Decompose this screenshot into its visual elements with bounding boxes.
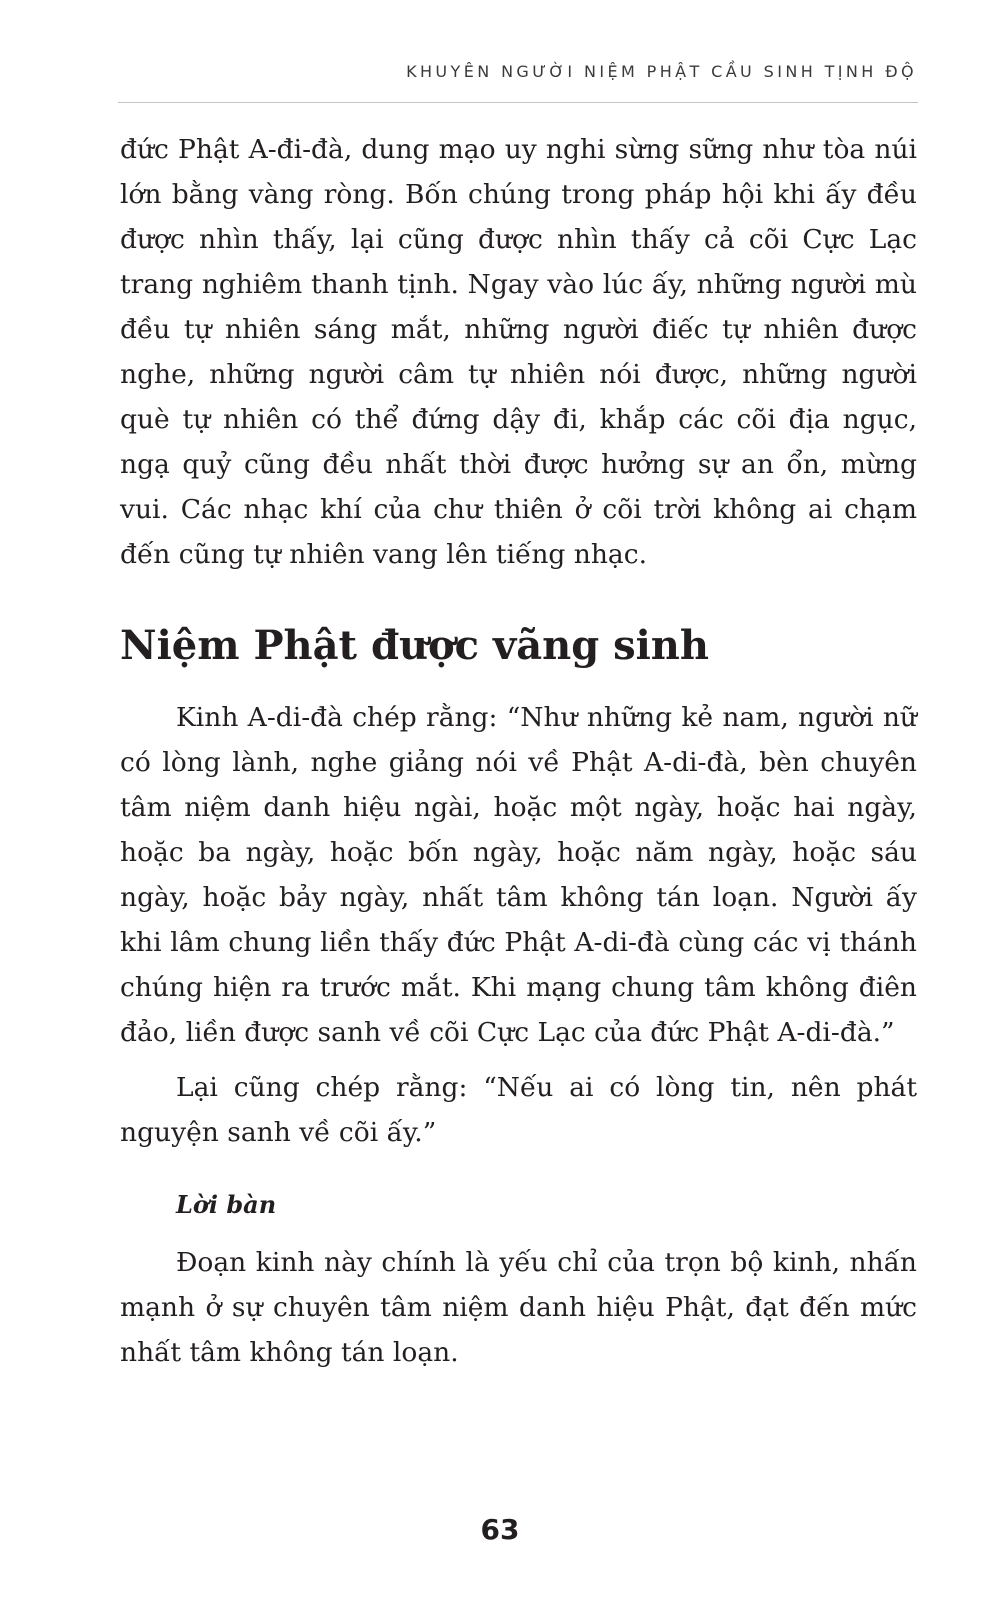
body-paragraph: Đoạn kinh này chính là yếu chỉ của trọn bộ kinh, nhấn mạnh ở sự chuyên tâm niệm danh hiệu Phật, đạt đến mức nhất tâm không tán loạn. xyxy=(120,1247,917,1368)
header-divider xyxy=(118,102,918,103)
section-heading: Niệm Phật được vãng sinh xyxy=(120,622,709,669)
page-content xyxy=(120,127,917,1375)
page-number: 63 xyxy=(480,1513,520,1546)
running-header: KHUYÊN NGƯỜI NIỆM PHẬT CẦU SINH TỊNH ĐỘ xyxy=(406,62,917,81)
commentary-heading: Lời bàn xyxy=(176,1190,277,1219)
body-paragraph: đức Phật A-đi-đà, dung mạo uy nghi sừng sững như tòa núi lớn bằng vàng ròng. Bốn chúng trong pháp hội khi ấy đều được nhìn thấy, lại cũng được nhìn thấy cả cõi Cực Lạc trang nghiêm thanh tịnh. Ngay vào lúc ấy, những người mù đều tự nhiên sáng mắt, những người điếc tự nhiên được nghe, những người câm tự nhiên nói được, những người què tự nhiên có thể đứng dậy đi, khắp các cõi địa ngục, ngạ quỷ cũng đều nhất thời được hưởng sự an ổn, mừng vui. Các nhạc khí của chư thiên ở cõi trời không ai chạm đến cũng tự nhiên vang lên tiếng nhạc. xyxy=(120,134,917,570)
body-paragraph: Lại cũng chép rằng: “Nếu ai có lòng tin, nên phát nguyện sanh về cõi ấy.” xyxy=(120,1072,917,1148)
body-paragraph: Kinh A-di-đà chép rằng: “Như những kẻ nam, người nữ có lòng lành, nghe giảng nói về Phật A-di-đà, bèn chuyên tâm niệm danh hiệu ngài, hoặc một ngày, hoặc hai ngày, hoặc ba ngày, hoặc bốn ngày, hoặc năm ngày, hoặc sáu ngày, hoặc bảy ngày, nhất tâm không tán loạn. Người ấy khi lâm chung liền thấy đức Phật A-di-đà cùng các vị thánh chúng hiện ra trước mắt. Khi mạng chung tâm không điên đảo, liền được sanh về cõi Cực Lạc của đức Phật A-di-đà.” xyxy=(120,702,917,1048)
